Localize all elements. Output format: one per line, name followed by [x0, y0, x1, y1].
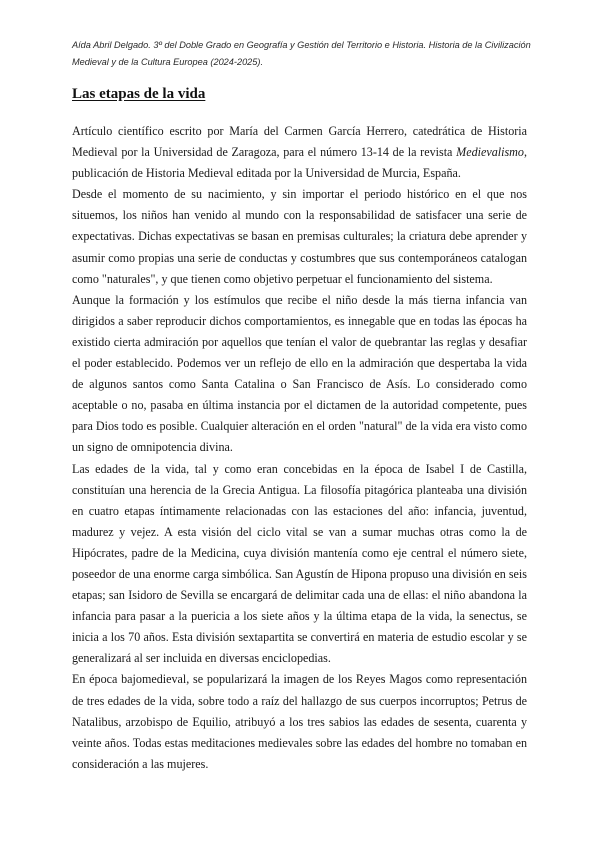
paragraph-ages-of-life: Las edades de la vida, tal y como eran concebidas en la época de Isabel I de Castilla, constituían una herencia de la Grecia Antigua. La filosofía pitagórica planteaba una división en cuatro etapas íntimamente relacionadas con las estaciones del año: infancia, juventud, madurez y vejez. A esta visión del ciclo vital se van a sumar muchas otras como la de Hipócrates, padre de la Medicina, cuya división mantenía como eje central el número siete, poseedor de una enorme carga simbólica. San Agustín de Hipona propuso una división en seis etapas; san Isidoro de Sevilla se encargará de delimitar cada una de ellas: el niño abandona la infancia para pasar a la puericia a los siete años y la última etapa de la vida, la senectus, se inicia a los 70 años. Esta división sextapartita se convertirá en materia de estudio escolar y se generalizará al ser incluida en diversas enciclopedias. — [72, 461, 527, 666]
paragraph-intro-before: Artículo científico escrito por María del Carmen García Herrero, catedrática de Historia Medieval por la Universidad de Zaragoza, para el número 13-14 de la revista — [72, 124, 527, 160]
paragraph-intro — [72, 121, 527, 184]
document-header: Aída Abril Delgado. 3º del Doble Grado en Geografía y Gestión del Territorio e Historia. Historia de la Civilización Medieval y de la Cultura Europea (2024-2025). — [72, 40, 531, 67]
paragraph-admiration: Aunque la formación y los estímulos que recibe el niño desde la más tierna infancia van dirigidos a saber reproducir dichos comportamientos, es innegable que en todas las épocas ha existido cierta admiración por aquellos que tenían el valor de quebrantar las reglas y desafiar el poder establecido. Podemos ver un reflejo de ello en la admiración que despertaba la vida de algunos santos como Santa Catalina o San Francisco de Asís. Lo considerado como aceptable o no, pasaba en última instancia por el dictamen de la autoridad competente, pues para Dios todo es posible. Cualquier alteración en el orden "natural" de la vida era visto como un signo de omnipotencia divina. — [72, 292, 527, 455]
document-body — [72, 121, 527, 775]
page-title: Las etapas de la vida — [72, 86, 206, 102]
paragraph-magi: En época bajomedieval, se popularizará la imagen de los Reyes Magos como representación de tres edades de la vida, sobre todo a raíz del hallazgo de sus cuerpos incorruptos; Petrus de Natalibus, arzobispo de Equilio, atribuyó a los tres sabios las edades de sesenta, cuarenta y veinte años. Todas estas meditaciones medievales sobre las edades del hombre no tomaban en consideración a las mujeres. — [72, 672, 527, 771]
paragraph-birth-expectations: Desde el momento de su nacimiento, y sin importar el periodo histórico en el que nos situemos, los niños han venido al mundo con la responsabilidad de satisfacer una serie de expectativas. Dichas expectativas se basan en premisas culturales; la criatura debe aprender y asumir como propias una serie de conductas y costumbres que sus contemporáneos catalogan como "naturales", y que tienen como objetivo perpetuar el funcionamiento del sistema. — [72, 187, 527, 286]
journal-title: Medievalismo — [456, 145, 524, 160]
paragraph-intro-after: , publicación de Historia Medieval editada por la Universidad de Murcia, España. — [72, 145, 527, 181]
